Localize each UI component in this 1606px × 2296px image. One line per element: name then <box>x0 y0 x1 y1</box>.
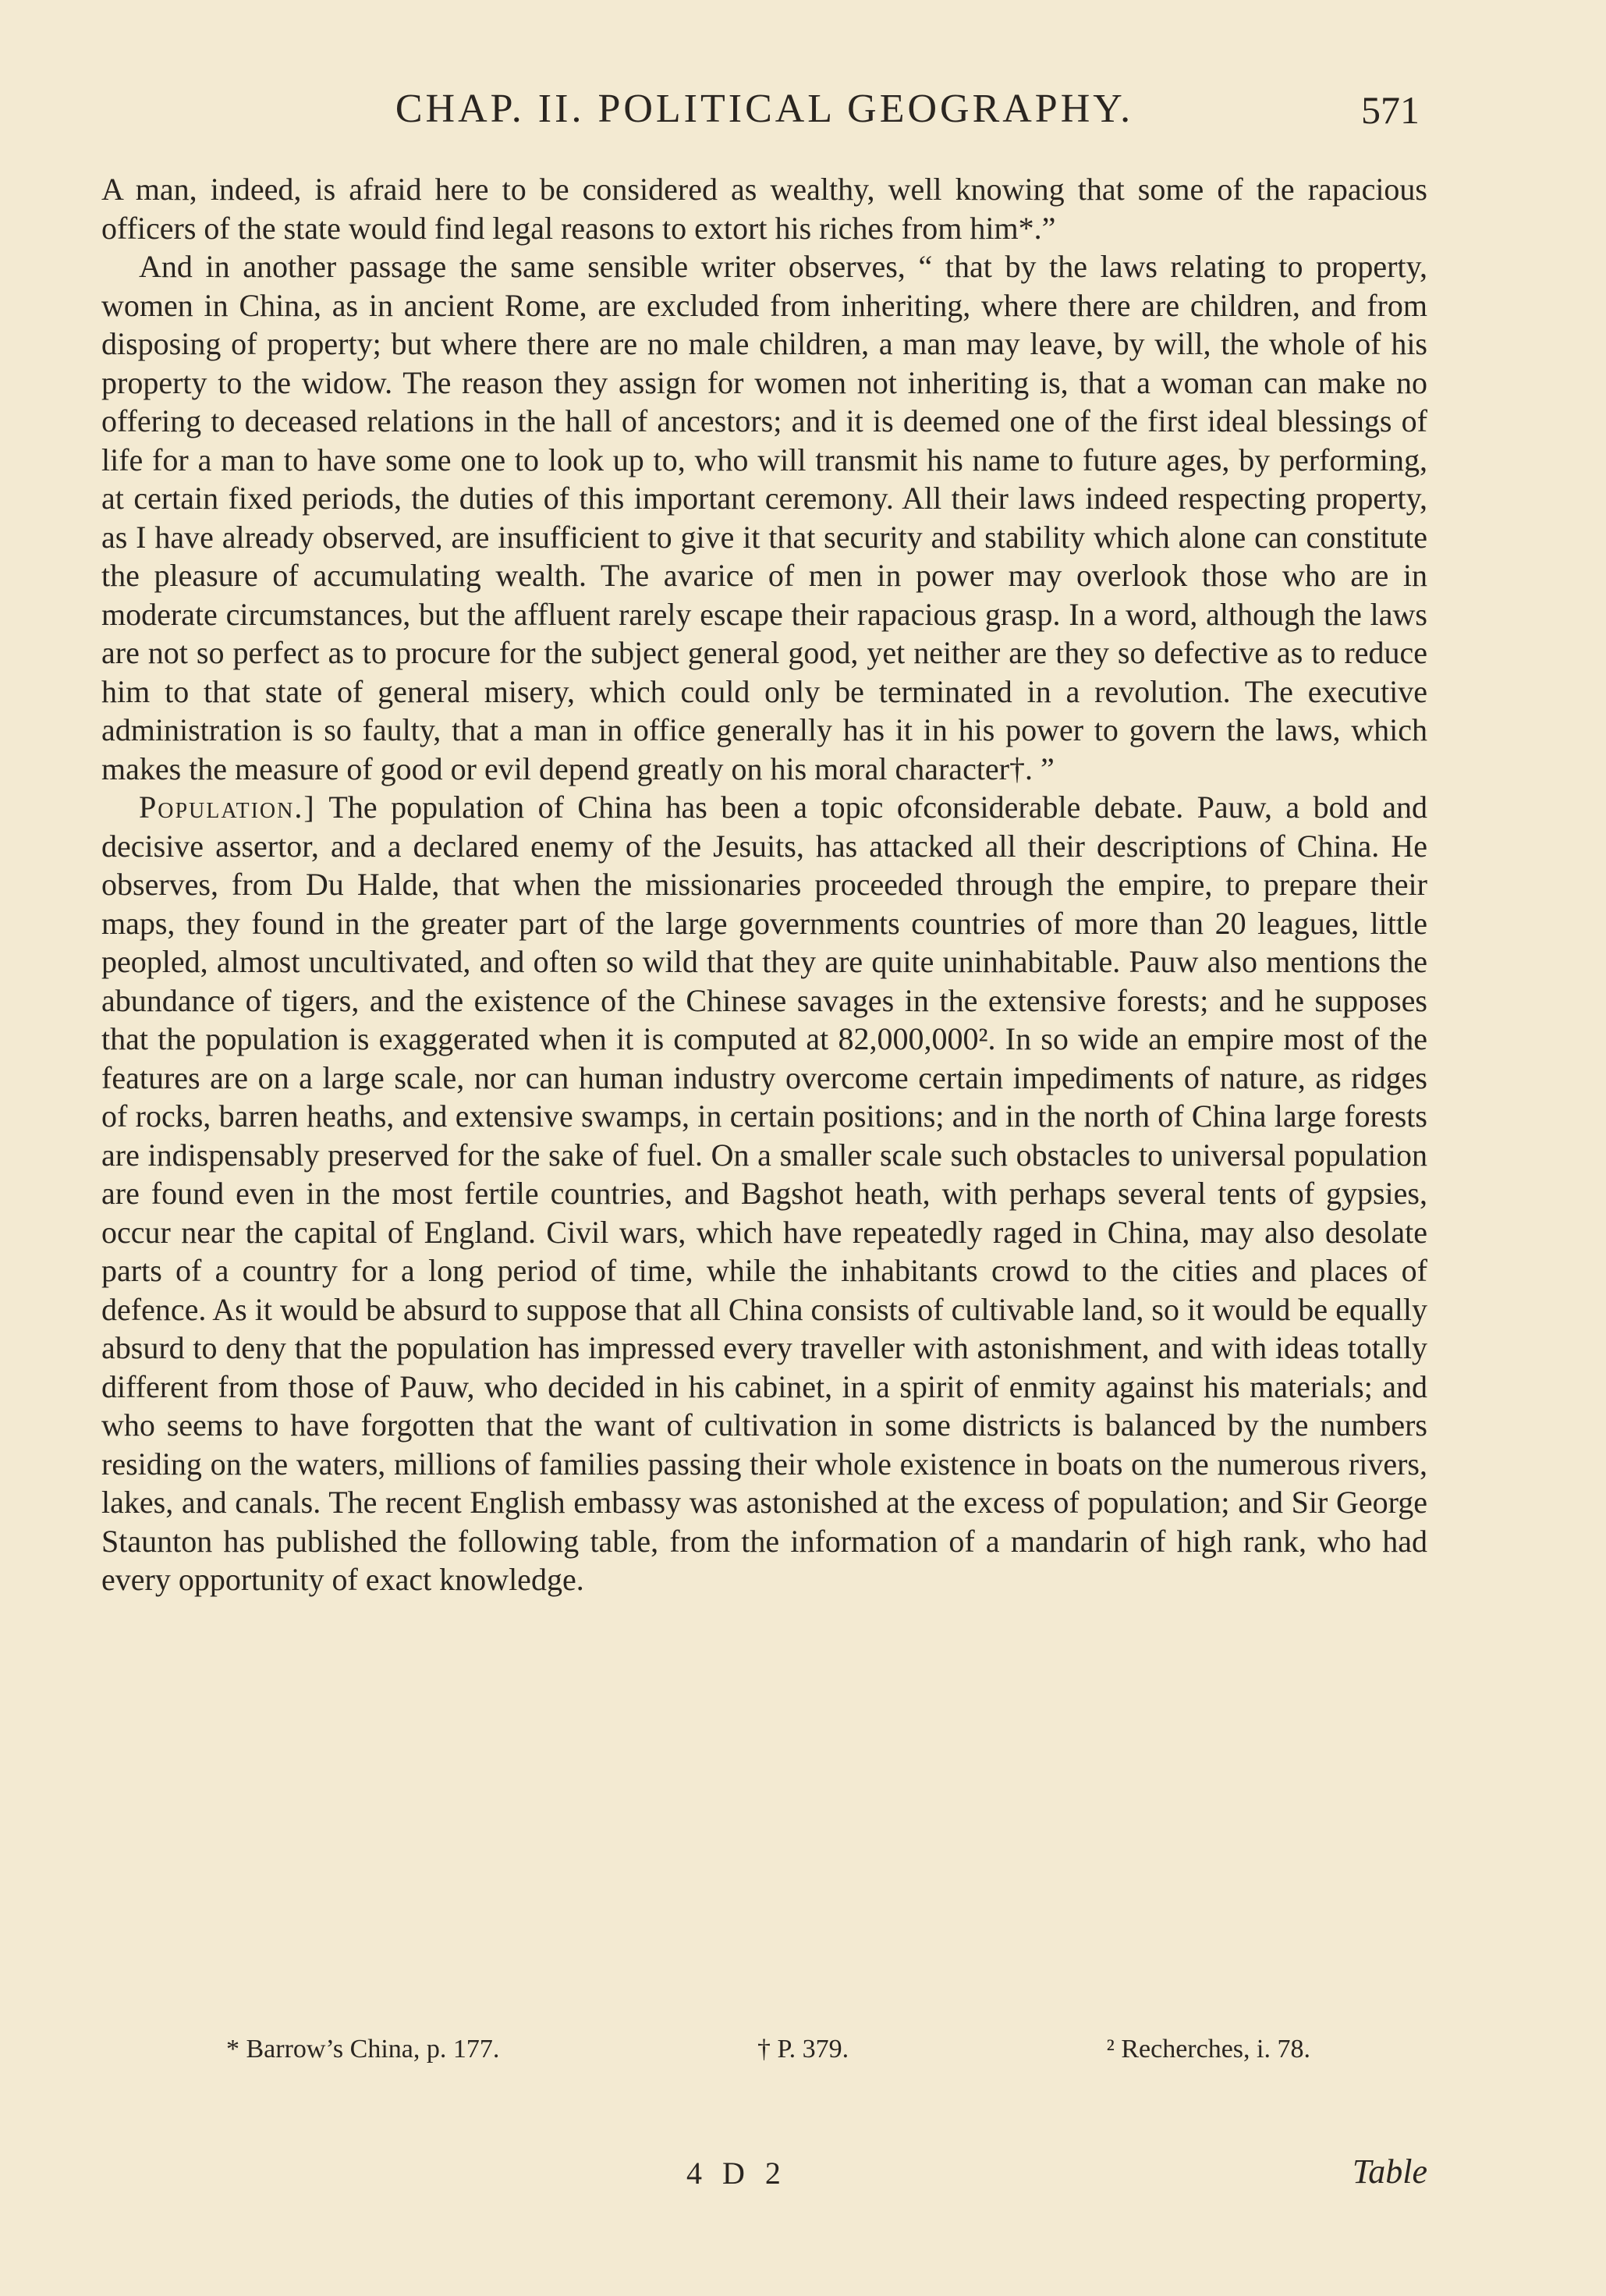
paragraph-2: And in another passage the same sensible writer observes, “ that by the laws relating to property, women in China, as in ancient Rome, are excluded from inheriting, where there are children, and from disposing of property; but where there are no male children, a man may leave, by will, the whole of his property to the widow. The reason they assign for women not inheriting is, that a woman can make no offering to deceased relations in the hall of ancestors; and it is deemed one of the first ideal blessings of life for a man to have some one to look up to, who will transmit his name to future ages, by performing, at certain fixed periods, the duties of this important ceremony. All their laws indeed respecting property, as I have already observed, are insufficient to give it that security and stability which alone can constitute the pleasure of accumulating wealth. The avarice of men in power may overlook those who are in moderate circumstances, but the affluent rarely escape their rapacious grasp. In a word, although the laws are not so perfect as to procure for the subject general good, yet neither are they so defective as to reduce him to that state of general misery, which could only be terminated in a revolution. The executive administration is so faulty, that a man in office generally has it in his power to govern the laws, which makes the measure of good or evil depend greatly on his moral character†. ” <box>101 249 1427 786</box>
section-heading: Population.] <box>139 790 316 825</box>
paragraph-3 <box>101 788 1427 1599</box>
paragraph-1: A man, indeed, is afraid here to be considered as wealthy, well knowing that some of the rapacious officers of the state would find legal reasons to extort his riches from him*.” <box>101 172 1427 246</box>
running-head: CHAP. II. POLITICAL GEOGRAPHY. <box>395 87 1134 131</box>
footnotes <box>226 2035 1310 2064</box>
footnote-3: ² Recherches, i. 78. <box>1106 2035 1310 2064</box>
body-text <box>101 170 1427 1599</box>
page-number: 571 <box>1361 88 1420 132</box>
catchword: Table <box>1352 2152 1427 2191</box>
signature-mark: 4 D 2 <box>686 2156 787 2191</box>
paragraph-3-text: The population of China has been a topic ofconsiderable debate. Pauw, a bold and decisive assertor, and a declared enemy of the Jesuits, has attacked all their descriptions of China. He observes, from Du Halde, that when the missionaries proceeded through the empire, to prepare their maps, they found in the greater part of the large governments countries of more than 20 leagues, little peopled, almost uncultivated, and often so wild that they are quite uninhabitable. Pauw also mentions the abundance of tigers, and the existence of the Chinese savages in the extensive forests; and he supposes that the population is exaggerated when it is computed at 82,000,000². In so wide an empire most of the features are on a large scale, nor can human industry overcome certain impediments of nature, as ridges of rocks, barren heaths, and extensive swamps, in certain positions; and in the north of China large forests are indispensably preserved for the sake of fuel. On a smaller scale such obstacles to universal population are found even in the most fertile countries, and Bagshot heath, with perhaps several tents of gypsies, occur near the capital of England. Civil wars, which have repeatedly raged in China, may also desolate parts of a country for a long period of time, while the inhabitants crowd to the cities and places of defence. As it would be absurd to suppose that all China consists of cultivable land, so it would be equally absurd to deny that the population has impressed every traveller with astonishment, and with ideas totally different from those of Pauw, who decided in his cabinet, in a spirit of enmity against his materials; and who seems to have forgotten that the want of cultivation in some districts is balanced by the numbers residing on the waters, millions of families passing their whole existence in boats on the numerous rivers, lakes, and canals. The recent English embassy was astonished at the excess of population; and Sir George Staunton has published the following table, from the information of a mandarin of high rank, who had every opportunity of exact knowledge. <box>101 790 1427 1597</box>
footnote-2: † P. 379. <box>757 2035 849 2064</box>
footnote-1: * Barrow’s China, p. 177. <box>226 2035 500 2064</box>
